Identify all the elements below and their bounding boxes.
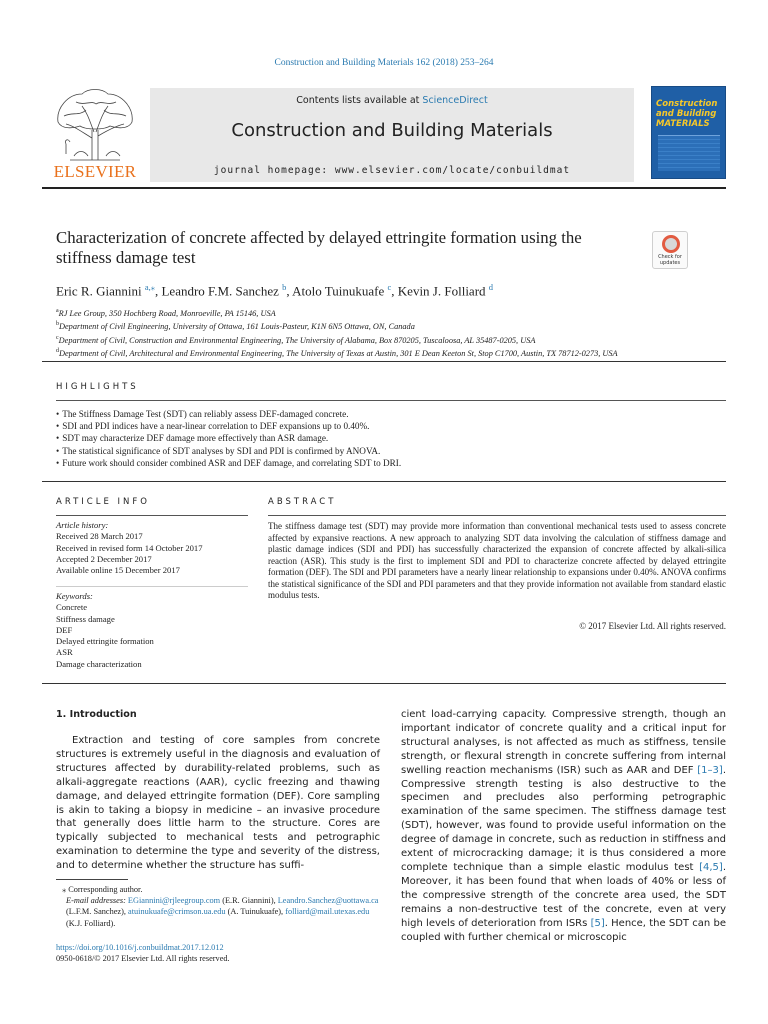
body-text: cient load-carrying capacity. Compressive strength, though an important indicator of concrete quality and a critical input for structural analyses, is not affected as much as stiffness, tensile strength, or flexural strength in concrete suffering from internal swelling reaction mechanisms (ISR) such as AAR and DEF xyxy=(401,709,726,776)
email-addresses xyxy=(56,895,380,929)
affiliation-text: Department of Civil Engineering, University of Ottawa, 161 Louis-Pasteur, K1N 6N5 Ottawa, ON, Canada xyxy=(59,322,415,332)
body-rule xyxy=(42,683,726,684)
abstract-heading: ABSTRACT xyxy=(268,497,337,507)
affiliation-item xyxy=(56,306,736,319)
footnote-rule xyxy=(56,879,128,880)
cover-title-line: Construction xyxy=(656,99,718,109)
citation-link[interactable]: [1–3] xyxy=(697,764,723,776)
body-text: . Hence, the SDT can be coupled with further chemical or microscopic xyxy=(401,917,726,943)
affiliation-text: Department of Civil, Construction and Environmental Engineering, The University of Alabama, Box 870205, Tuscaloosa, AL 35487-0205, USA xyxy=(58,335,536,345)
article-info-rule xyxy=(56,515,248,516)
contents-line xyxy=(150,95,634,106)
affiliation-mark: c xyxy=(56,334,59,341)
introduction-right-column xyxy=(401,708,726,944)
affiliation-text: RJ Lee Group, 350 Hochberg Road, Monroeville, PA 15146, USA xyxy=(58,308,276,318)
abstract-rule xyxy=(268,515,726,516)
abstract-text: The stiffness damage test (SDT) may provide more information than conventional mechanical tests used to assess concrete affected by expansive reactions. A new approach to analyzing SDT data involving the calculation of stiffness damage and plastic damage indices (SDI and PDI) has successfully characterized the expansion of concrete affected by alkali-silica reaction (ASR). This study is the first to implement SDI and PDI to characterize concrete affected by delayed ettringite formation (DEF). The SDI and PDI parameters have a nearly linear relationship to expansions under 0.40%. ANOVA confirms the statistical significance of the SDI and PDI parameters and that they provide information not available from standard elastic modulus tests. xyxy=(268,521,726,600)
highlights-end-rule xyxy=(42,481,726,482)
highlight-item: • SDI and PDI indices have a near-linear correlation to DEF expansions up to 0.40%. xyxy=(56,420,726,432)
highlight-item: • The Stiffness Damage Test (SDT) can reliably assess DEF-damaged concrete. xyxy=(56,408,726,420)
history-entry: Accepted 2 December 2017 xyxy=(56,553,152,564)
email-link[interactable]: Leandro.Sanchez@uottawa.ca xyxy=(277,896,379,906)
affiliation-item xyxy=(56,333,736,346)
highlights-heading: HIGHLIGHTS xyxy=(56,382,139,392)
history-entry: Available online 15 December 2017 xyxy=(56,565,180,576)
check-for-updates-button[interactable] xyxy=(652,231,688,269)
article-history xyxy=(56,520,248,576)
author-name: Kevin J. Folliard xyxy=(397,283,486,299)
keywords-rule xyxy=(56,586,248,587)
email-owner: (A. Tuinukuafe), xyxy=(225,907,286,917)
highlights-list xyxy=(56,408,726,469)
email-link[interactable]: folliard@mail.utexas.edu xyxy=(285,907,370,917)
keyword: Concrete xyxy=(56,602,88,613)
author-name: Leandro F.M. Sanchez xyxy=(161,283,279,299)
cover-title-line: MATERIALS xyxy=(656,119,710,129)
affiliation-rule xyxy=(42,361,726,362)
email-owner: (L.F.M. Sanchez), xyxy=(66,907,129,917)
email-owner: (K.J. Folliard). xyxy=(66,918,116,928)
journal-reference[interactable]: Construction and Building Materials 162 (2018) 253–264 xyxy=(274,58,494,68)
elsevier-logo xyxy=(52,86,138,182)
cover-title-line: and Building xyxy=(656,109,717,119)
cover-title xyxy=(656,99,723,129)
elsevier-tree-icon xyxy=(52,86,138,162)
citation-link[interactable]: [4,5] xyxy=(699,861,723,873)
check-updates-line: updates xyxy=(659,260,681,266)
article-info-heading: ARTICLE INFO xyxy=(56,497,150,507)
affiliation-mark: d xyxy=(56,347,59,354)
keyword: ASR xyxy=(56,647,73,658)
header-rule xyxy=(42,187,726,189)
affiliation-list xyxy=(56,306,736,359)
article-history-label: Article history: xyxy=(56,520,109,530)
journal-header-band xyxy=(150,88,634,182)
citation-link[interactable]: [5] xyxy=(590,917,605,929)
paper-title: Characterization of concrete affected by delayed ettringite formation using the stiffness damage test xyxy=(56,228,582,267)
highlight-item: • The statistical significance of SDT analyses by SDI and PDI is confirmed by ANOVA. xyxy=(56,445,726,457)
keyword: DEF xyxy=(56,624,73,635)
check-updates-icon xyxy=(662,235,680,253)
contents-prefix: Contents lists available at xyxy=(296,95,423,106)
email-owner: (E.R. Giannini), xyxy=(220,896,278,906)
highlight-item: • SDT may characterize DEF damage more effectively than ASR damage. xyxy=(56,432,726,444)
affiliation-item xyxy=(56,319,736,332)
email-label: E-mail addresses: xyxy=(66,896,126,906)
check-updates-line: Check for xyxy=(658,254,682,260)
doi-link[interactable]: https://doi.org/10.1016/j.conbuildmat.2017.12.012 xyxy=(56,943,224,952)
journal-cover-image xyxy=(651,86,726,179)
keyword: Stiffness damage xyxy=(56,613,115,624)
author-affiliation-mark[interactable]: c xyxy=(387,282,392,292)
introduction-left-column: Extraction and testing of core samples from concrete structures is extremely useful in the diagnosis and evaluation of structures affected by durability-related problems, such as alkali-aggregate reactions (AAR), cyclic freezing and thawing damage, and delayed ettringite formation (DEF). Core sampling is akin to taking a biopsy in medicine – an invasive procedure that generally does little harm to the structure. Cores are typically subjected to mechanical tests and petrographic examination to determine the type and severity of the distress, and to determine whether the structure has suffi- xyxy=(56,735,380,872)
keywords-list xyxy=(56,591,248,670)
author-list: Eric R. Giannini $^{a,⁎}$, Leandro F.M. Sanchez $^b$, Atolo Tuinukuafe $^c$, Kevin J. Folliard $^d$ xyxy=(56,282,494,299)
introduction-heading: 1. Introduction xyxy=(56,709,137,720)
author-name: Atolo Tuinukuafe xyxy=(292,283,385,299)
highlights-rule xyxy=(56,400,726,401)
author-affiliation-mark[interactable]: d xyxy=(488,282,494,292)
body-text: . Moreover, it has been found that when loads of 40% or less of the compressive strength of the concrete area used, the SDT remains a non-destructive test of the concrete, even at very high levels of deterioration from ISRs xyxy=(401,861,726,929)
doi-block xyxy=(56,942,380,965)
cover-graphic xyxy=(658,135,720,171)
author-affiliation-mark[interactable]: b xyxy=(282,282,287,292)
email-link[interactable]: EGiannini@rjleegroup.com xyxy=(127,896,221,906)
keyword: Delayed ettringite formation xyxy=(56,636,154,647)
elsevier-wordmark: ELSEVIER xyxy=(53,162,137,181)
body-text: . Compressive strength testing is also destructive to the specimen and precludes also performing petrographic examination of the same specimen. The stiffness damage test (SDT), however, was found to provide useful information on the degree of damage in concrete, such as reduction in stiffness and extent of microcracking damage; it is thus considered a more complete technique than a simple elastic modulus test xyxy=(401,764,726,873)
check-updates-label xyxy=(653,254,687,266)
keywords-label: Keywords: xyxy=(56,591,93,601)
journal-title: Construction and Building Materials xyxy=(231,120,553,141)
abstract-copyright: © 2017 Elsevier Ltd. All rights reserved. xyxy=(579,621,726,631)
author-affiliation-mark[interactable]: a,⁎ xyxy=(144,282,155,292)
corresponding-author-note: ⁎ Corresponding author. xyxy=(62,885,143,894)
sciencedirect-link[interactable]: ScienceDirect xyxy=(422,95,488,106)
author-name: Eric R. Giannini xyxy=(56,283,142,299)
issn-copyright: 0950-0618/© 2017 Elsevier Ltd. All rights reserved. xyxy=(56,954,230,964)
keyword: Damage characterization xyxy=(56,658,142,669)
affiliation-mark: a xyxy=(56,308,59,314)
journal-homepage[interactable]: journal homepage: www.elsevier.com/locate/conbuildmat xyxy=(213,165,571,176)
email-link[interactable]: atuinukuafe@crimson.ua.edu xyxy=(128,907,226,917)
history-entry: Received 28 March 2017 xyxy=(56,531,143,542)
highlight-item: • Future work should consider combined ASR and DEF damage, and correlating SDT to DRI. xyxy=(56,457,726,469)
affiliation-mark: b xyxy=(56,321,59,328)
affiliation-text: Department of Civil, Architectural and Environmental Engineering, The University of Texas at Austin, 301 E Dean Keeton St, Stop C1700, Austin, TX 78712-0273, USA xyxy=(59,348,618,358)
affiliation-item xyxy=(56,346,736,359)
history-entry: Received in revised form 14 October 2017 xyxy=(56,542,203,553)
footnotes xyxy=(56,884,380,929)
